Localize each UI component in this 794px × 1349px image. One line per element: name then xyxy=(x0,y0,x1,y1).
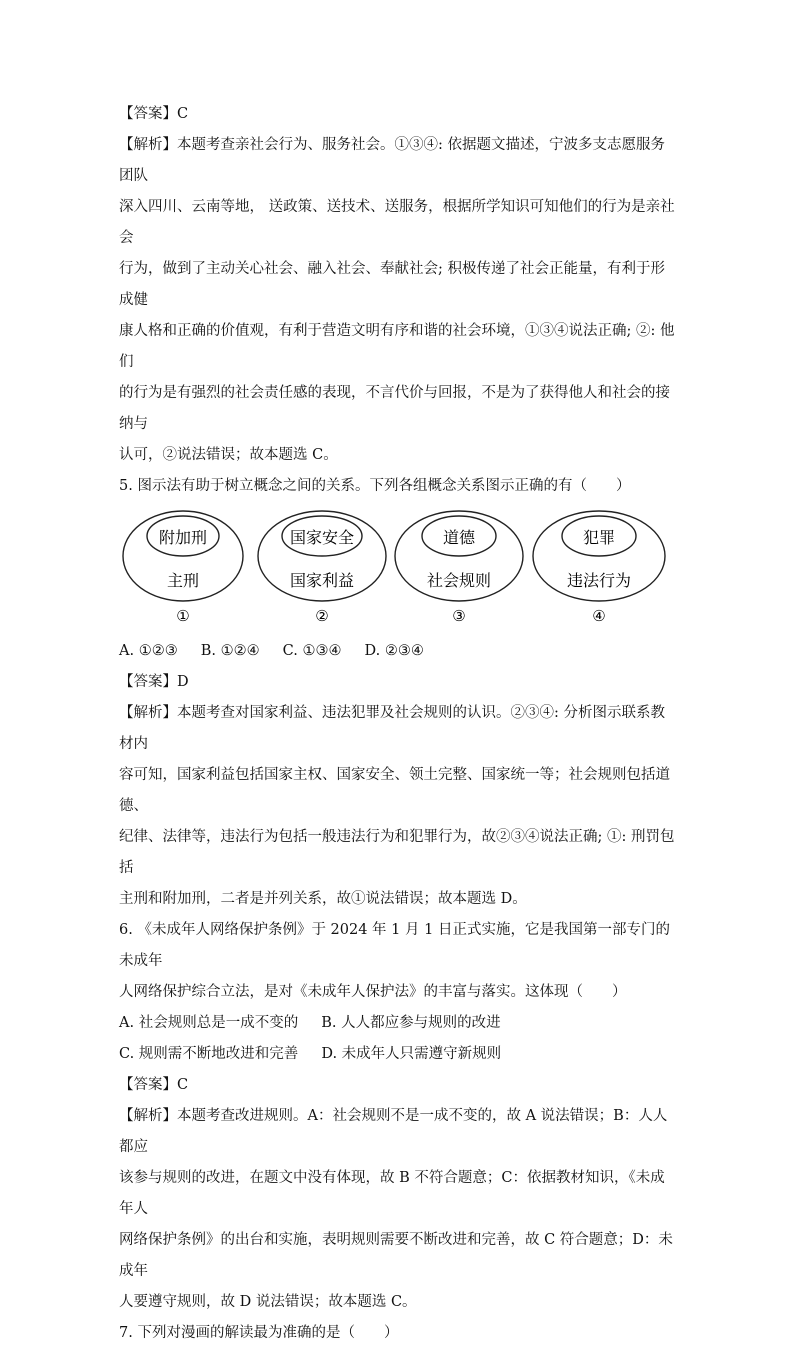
diagram-outer-label: 社会规则 xyxy=(426,571,492,590)
q4-answer: 【答案】C xyxy=(119,106,189,122)
q4-analysis-line: 【解析】本题考查亲社会行为、服务社会。①③④: 依据题文描述，宁波多支志愿服务团队 xyxy=(119,137,665,184)
q5-concept-diagrams xyxy=(119,506,679,636)
concept-diagram-svg xyxy=(119,506,679,636)
q5-stem: 5. 图示法有助于树立概念之间的关系。下列各组概念关系图示正确的有（ ） xyxy=(119,478,631,494)
diagram-inner-label: 国家安全 xyxy=(289,528,355,547)
q6-analysis-line: 人要遵守规则，故 D 说法错误；故本题选 C。 xyxy=(119,1294,417,1310)
concept-diagram-1 xyxy=(123,511,243,625)
q7-stem: 7. 下列对漫画的解读最为准确的是（ ） xyxy=(119,1325,399,1341)
diagram-outer-label: 违法行为 xyxy=(566,571,632,590)
q4-analysis-line: 康人格和正确的价值观，有利于营造文明有序和谐的社会环境，①③④说法正确; ②: 他们 xyxy=(119,323,675,370)
q5-analysis-line: 纪律、法律等，违法行为包括一般违法行为和犯罪行为，故②③④说法正确; ①: 刑罚包括 xyxy=(119,829,675,876)
concept-diagram-2 xyxy=(258,511,386,625)
q4-analysis-line: 深入四川、云南等地， 送政策、送技术、送服务，根据所学知识可知他们的行为是亲社会 xyxy=(119,199,675,246)
diagram-number: ③ xyxy=(452,607,466,625)
q6-analysis-line: 该参与规则的改进，在题文中没有体现，故 B 不符合题意；C：依据教材知识，《未成年人 xyxy=(119,1170,665,1217)
q5-analysis-line: 容可知，国家利益包括国家主权、国家安全、领土完整、国家统一等；社会规则包括道德、 xyxy=(119,767,670,814)
q6-stem-line: 人网络保护综合立法，是对《未成年人保护法》的丰富与落实。这体现（ ） xyxy=(119,984,627,1000)
diagram-outer-label: 国家利益 xyxy=(289,571,355,590)
concept-diagram-3 xyxy=(395,511,523,625)
q4-analysis-line: 行为，做到了主动关心社会、融入社会、奉献社会; 积极传递了社会正能量，有利于形成健 xyxy=(119,261,665,308)
diagram-number: ① xyxy=(176,607,190,625)
q6-options-line: C. 规则需不断地改进和完善 D. 未成年人只需遵守新规则 xyxy=(119,1046,502,1062)
concept-diagram-4 xyxy=(533,511,665,625)
diagram-number: ④ xyxy=(592,607,606,625)
q6-answer: 【答案】C xyxy=(119,1077,189,1093)
q4-analysis-line: 的行为是有强烈的社会责任感的表现，不言代价与回报，不是为了获得他人和社会的接纳与 xyxy=(119,385,670,432)
diagram-number: ② xyxy=(315,607,329,625)
document-content xyxy=(119,99,679,1349)
q5-analysis-line: 【解析】本题考查对国家利益、违法犯罪及社会规则的认识。②③④: 分析图示联系教材内 xyxy=(119,705,665,752)
q4-analysis-line: 认可，②说法错误；故本题选 C。 xyxy=(119,447,338,463)
q5-answer: 【答案】D xyxy=(119,674,189,690)
q6-options-line: A. 社会规则总是一成不变的 B. 人人都应参与规则的改进 xyxy=(119,1015,501,1031)
diagram-outer-label: 主刑 xyxy=(166,571,200,590)
q6-analysis-line: 网络保护条例》的出台和实施，表明规则需要不断改进和完善，故 C 符合题意；D：未成年 xyxy=(119,1232,673,1279)
q6-stem-line: 6. 《未成年人网络保护条例》于 2024 年 1 月 1 日正式实施，它是我国第一部专门的未成年 xyxy=(119,922,670,969)
q5-options: A. ①②③ B. ①②④ C. ①③④ D. ②③④ xyxy=(119,643,424,659)
diagram-inner-label: 附加刑 xyxy=(158,528,208,547)
q5-analysis-line: 主刑和附加刑，二者是并列关系，故①说法错误；故本题选 D。 xyxy=(119,891,527,907)
q6-analysis-line: 【解析】本题考查改进规则。A：社会规则不是一成不变的，故 A 说法错误；B：人人都应 xyxy=(119,1108,668,1155)
diagram-inner-label: 道德 xyxy=(442,528,476,547)
diagram-inner-label: 犯罪 xyxy=(582,528,616,547)
